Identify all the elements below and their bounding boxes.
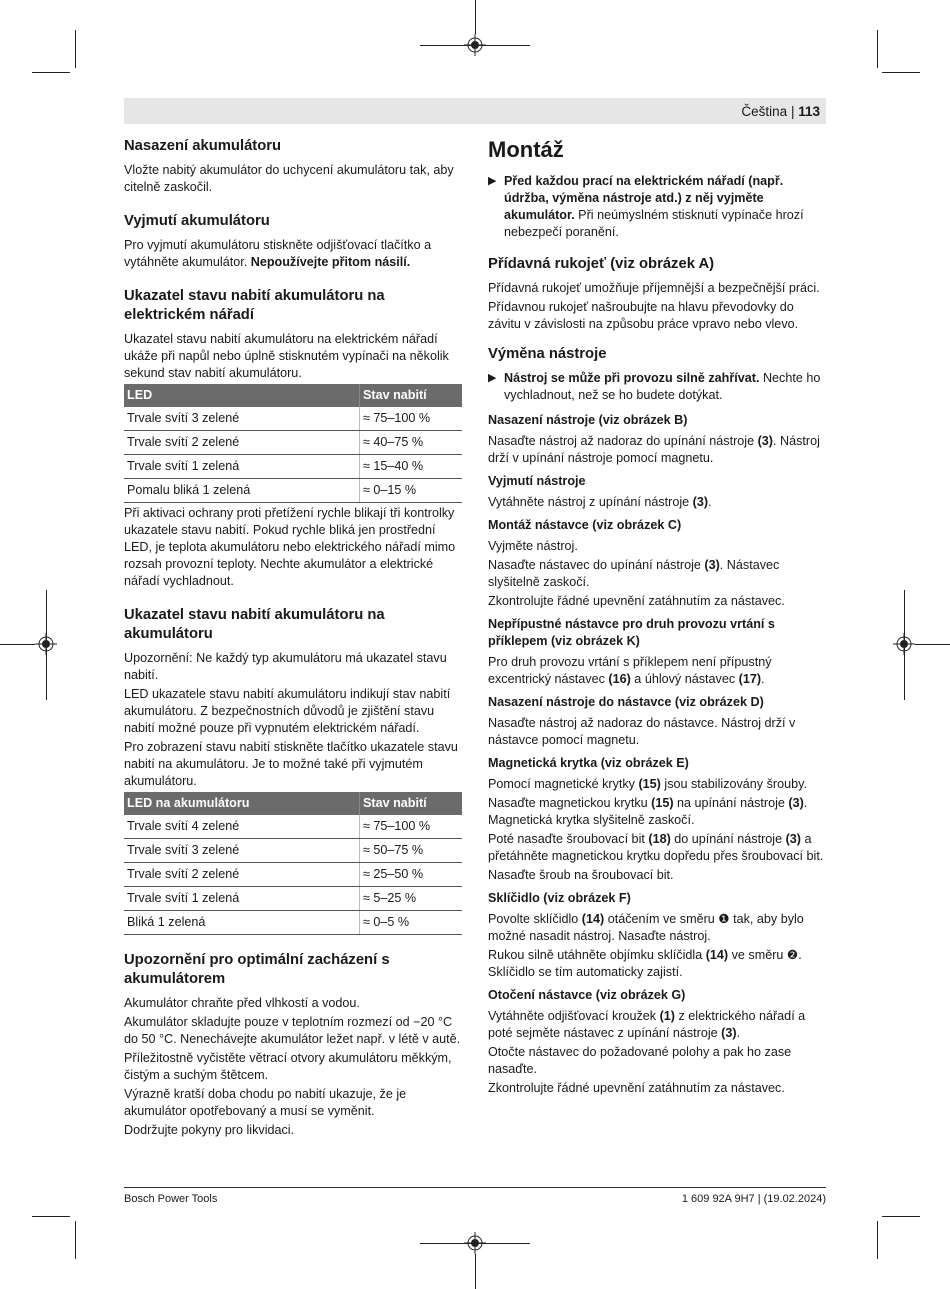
paragraph: Zkontrolujte řádné upevnění zatáhnutím za nástavec. bbox=[488, 594, 785, 608]
footer-rule bbox=[124, 1187, 826, 1188]
paragraph bbox=[504, 173, 826, 241]
paragraph: Nasaďte nástroj až nadoraz do nástavce. Nástroj drží v nástavce pomocí magnetu. bbox=[488, 716, 796, 747]
footer-right: 1 609 92A 9H7 | (19.02.2024) bbox=[681, 1193, 826, 1205]
paragraph: Přídavná rukojeť umožňuje příjemnější a bezpečnější práci. bbox=[488, 281, 820, 295]
table-cell: Bliká 1 zelená bbox=[124, 911, 360, 935]
bold-text: Nástroj se může při provozu silně zahřívat. bbox=[504, 371, 760, 385]
section-title: Výměna nástroje bbox=[488, 346, 607, 362]
paragraph bbox=[504, 370, 826, 404]
paragraph: Vytáhněte odjišťovací kroužek (1) z elektrického nářadí a poté sejměte nástavec z upínání nástroje (3). bbox=[488, 1009, 806, 1040]
bold-text: Nepoužívejte přitom násilí. bbox=[250, 255, 411, 269]
paragraph: Nasaďte nástroj až nadoraz do upínání nástroje (3). Nástroj drží v upínání nástroje pomocí magnetu. bbox=[488, 434, 820, 465]
crop-mark bbox=[75, 30, 76, 68]
paragraph: Ukazatel stavu nabití akumulátoru na elektrickém nářadí ukáže při napůl nebo úplně stisknutém vypínači na několik sekund stav nabití akumulátoru. bbox=[124, 332, 449, 380]
page-number: 113 bbox=[798, 104, 820, 119]
table-cell: Trvale svítí 2 zelené bbox=[124, 863, 360, 887]
table-cell: ≈ 0–15 % bbox=[360, 479, 463, 503]
paragraph: Nasaďte nástavec do upínání nástroje (3). Nástavec slyšitelně zaskočí. bbox=[488, 558, 780, 589]
crop-mark bbox=[420, 1243, 530, 1244]
page-header: Čeština | 113 bbox=[741, 104, 820, 119]
table-row bbox=[124, 431, 462, 455]
table-row bbox=[124, 407, 462, 431]
table-header: LED bbox=[124, 384, 360, 407]
table-row bbox=[124, 479, 462, 503]
table-cell: Trvale svítí 1 zelená bbox=[124, 887, 360, 911]
paragraph bbox=[124, 237, 462, 271]
paragraph: LED ukazatele stavu nabití akumulátoru indikují stav nabití akumulátoru. Z bezpečnostních důvodů je zjištění stavu nabití možné pouze při vypnutém elektrickém nářadí. bbox=[124, 687, 451, 735]
paragraph: Akumulátor skladujte pouze v teplotním rozmezí od −20 °C do 50 °C. Nenechávejte akumulátor ležet např. v létě v autě. bbox=[124, 1015, 461, 1046]
header-language: Čeština bbox=[741, 104, 788, 119]
paragraph: Při aktivaci ochrany proti přetížení rychle blikají tři kontrolky ukazatele stavu nabití. Pokud rychle bliká jen prostřední LED, je teplota akumulátoru nebo elektrického nářadí mimo rozsah provozní teploty. Nechte akumulátor a elektrické nářadí vychladnout. bbox=[124, 506, 456, 588]
crop-mark bbox=[904, 590, 905, 700]
footer-left: Bosch Power Tools bbox=[124, 1193, 218, 1205]
crop-mark bbox=[475, 1254, 476, 1289]
table-row bbox=[124, 815, 462, 839]
paragraph: Dodržujte pokyny pro likvidaci. bbox=[124, 1123, 295, 1137]
paragraph: Rukou silně utáhněte objímku sklíčidla (14) ve směru ❷. Sklíčidlo se tím automaticky zajistí. bbox=[488, 948, 802, 979]
text: Při neúmyslném stisknutí vypínače hrozí nebezpečí poranění. bbox=[504, 208, 804, 239]
table-cell: Trvale svítí 3 zelené bbox=[124, 407, 360, 431]
paragraph: Akumulátor chraňte před vlhkostí a vodou. bbox=[124, 996, 360, 1010]
section-title: Ukazatel stavu nabití akumulátoru na elektrickém nářadí bbox=[124, 288, 385, 323]
section-title: Nasazení akumulátoru bbox=[124, 138, 282, 154]
crop-mark bbox=[915, 644, 950, 645]
subsection-title: Magnetická krytka (viz obrázek E) bbox=[488, 756, 689, 770]
text: Pro vyjmutí akumulátoru stiskněte odjišťovací tlačítko a vytáhněte akumulátor. bbox=[124, 238, 432, 269]
paragraph: Výrazně kratší doba chodu po nabití ukazuje, že je akumulátor opotřebovaný a musí se vyměnit. bbox=[124, 1087, 407, 1118]
paragraph: Přídavnou rukojeť našroubujte na hlavu převodovky do závitu v závislosti na způsobu práce vpravo nebo vlevo. bbox=[488, 300, 799, 331]
paragraph: Zkontrolujte řádné upevnění zatáhnutím za nástavec. bbox=[488, 1081, 785, 1095]
paragraph: Pro zobrazení stavu nabití stiskněte tlačítko ukazatele stavu nabití na akumulátoru. Je to možné také při vyjmutém akumulátoru. bbox=[124, 740, 458, 788]
table-cell: ≈ 0–5 % bbox=[360, 911, 463, 935]
subsection-title: Nasazení nástroje (viz obrázek B) bbox=[488, 413, 688, 427]
table-cell: ≈ 75–100 % bbox=[360, 815, 463, 839]
table-cell: ≈ 75–100 % bbox=[360, 407, 463, 431]
paragraph: Příležitostně vyčistěte větrací otvory akumulátoru měkkým, čistým a suchým štětcem. bbox=[124, 1051, 452, 1082]
table-cell: Pomalu bliká 1 zelená bbox=[124, 479, 360, 503]
crop-mark bbox=[32, 1216, 70, 1217]
paragraph: Upozornění: Ne každý typ akumulátoru má ukazatel stavu nabití. bbox=[124, 651, 447, 682]
table-cell: Trvale svítí 4 zelené bbox=[124, 815, 360, 839]
table-row bbox=[124, 455, 462, 479]
table-cell: ≈ 5–25 % bbox=[360, 887, 463, 911]
warning-item bbox=[488, 173, 826, 243]
warning-arrow-icon: ▶ bbox=[488, 372, 497, 384]
crop-mark bbox=[877, 30, 878, 68]
crop-mark bbox=[882, 1216, 920, 1217]
crop-mark bbox=[877, 1221, 878, 1259]
table-cell: ≈ 40–75 % bbox=[360, 431, 463, 455]
subsection-title: Vyjmutí nástroje bbox=[488, 474, 586, 488]
charge-table-tool bbox=[124, 384, 462, 503]
crop-mark bbox=[420, 45, 530, 46]
paragraph: Povolte sklíčidlo (14) otáčením ve směru ❶ tak, aby bylo možné nasadit nástroj. Nasaďte nástroj. bbox=[488, 912, 804, 943]
paragraph: Poté nasaďte šroubovací bit (18) do upínání nástroje (3) a přetáhněte magnetickou krytku dopředu přes šroubovací bit. bbox=[488, 832, 824, 863]
section-title: Upozornění pro optimální zacházení s akumulátorem bbox=[124, 952, 390, 987]
table-cell: Trvale svítí 1 zelená bbox=[124, 455, 360, 479]
table-row bbox=[124, 911, 462, 935]
crop-mark bbox=[75, 1221, 76, 1259]
table-row bbox=[124, 863, 462, 887]
charge-table-battery bbox=[124, 792, 462, 935]
section-title: Vyjmutí akumulátoru bbox=[124, 213, 270, 229]
header-bar bbox=[124, 98, 826, 124]
crop-mark bbox=[475, 0, 476, 34]
paragraph: Nasaďte magnetickou krytku (15) na upínání nástroje (3). Magnetická krytka slyšitelně zaskočí. bbox=[488, 796, 808, 827]
crop-mark bbox=[46, 590, 47, 700]
subsection-title: Sklíčidlo (viz obrázek F) bbox=[488, 891, 631, 905]
warning-item bbox=[488, 370, 826, 406]
paragraph: Pro druh provozu vrtání s příklepem není přípustný excentrický nástavec (16) a úhlový nástavec (17). bbox=[488, 655, 772, 686]
subsection-title: Otočení nástavce (viz obrázek G) bbox=[488, 988, 686, 1002]
section-title: Ukazatel stavu nabití akumulátoru na akumulátoru bbox=[124, 607, 385, 642]
paragraph: Vytáhněte nástroj z upínání nástroje (3). bbox=[488, 495, 712, 509]
subsection-title: Nasazení nástroje do nástavce (viz obrázek D) bbox=[488, 695, 764, 709]
table-header: Stav nabití bbox=[360, 384, 463, 407]
paragraph: Vyjměte nástroj. bbox=[488, 539, 578, 553]
paragraph: Nasaďte šroub na šroubovací bit. bbox=[488, 868, 674, 882]
table-cell: ≈ 50–75 % bbox=[360, 839, 463, 863]
table-cell: Trvale svítí 3 zelené bbox=[124, 839, 360, 863]
table-header: LED na akumulátoru bbox=[124, 792, 360, 815]
subsection-title: Nepřípustné nástavce pro druh provozu vrtání s příklepem (viz obrázek K) bbox=[488, 617, 775, 648]
crop-mark bbox=[882, 72, 920, 73]
section-title: Přídavná rukojeť (viz obrázek A) bbox=[488, 256, 715, 272]
text: Nechte ho vychladnout, než se ho budete dotýkat. bbox=[504, 371, 821, 402]
warning-arrow-icon: ▶ bbox=[488, 175, 497, 187]
paragraph: Vložte nabitý akumulátor do uchycení akumulátoru tak, aby citelně zaskočil. bbox=[124, 163, 454, 194]
subsection-title: Montáž nástavce (viz obrázek C) bbox=[488, 518, 682, 532]
table-cell: ≈ 15–40 % bbox=[360, 455, 463, 479]
chapter-title: Montáž bbox=[488, 137, 564, 162]
crop-mark bbox=[32, 72, 70, 73]
right-column bbox=[488, 137, 826, 1099]
table-header: Stav nabití bbox=[360, 792, 463, 815]
table-cell: Trvale svítí 2 zelené bbox=[124, 431, 360, 455]
table-cell: ≈ 25–50 % bbox=[360, 863, 463, 887]
paragraph: Otočte nástavec do požadované polohy a pak ho zase nasaďte. bbox=[488, 1045, 792, 1076]
bold-text: Před každou prací na elektrickém nářadí (např. údržba, výměna nástroje atd.) z něj vyjměte akumulátor. bbox=[504, 174, 784, 222]
left-column bbox=[124, 137, 462, 1141]
paragraph: Pomocí magnetické krytky (15) jsou stabilizovány šrouby. bbox=[488, 777, 807, 791]
table-row bbox=[124, 887, 462, 911]
crop-mark bbox=[0, 644, 35, 645]
table-row bbox=[124, 839, 462, 863]
